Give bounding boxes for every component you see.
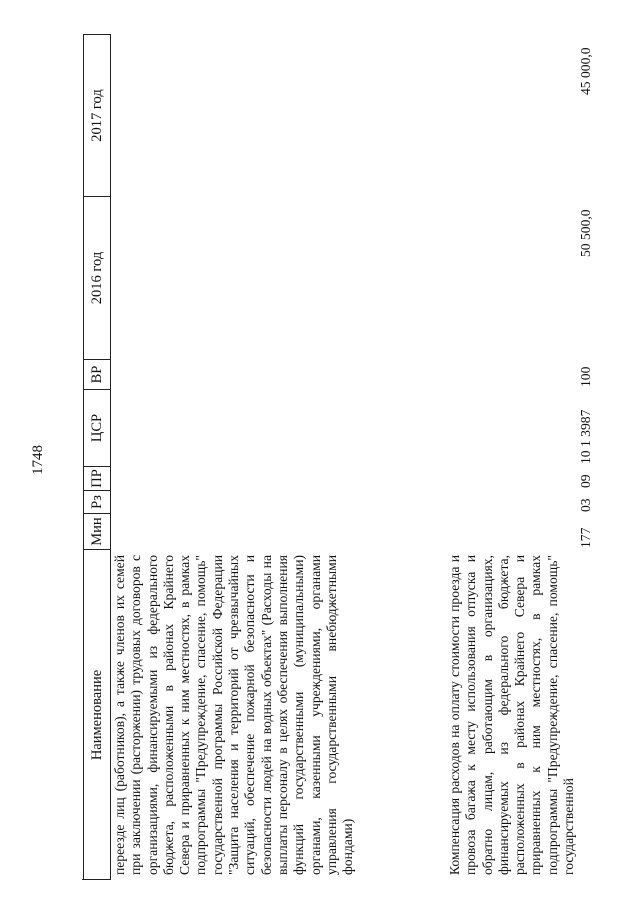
row2-csr: 10 1 3987 xyxy=(578,409,593,464)
header-2017: 2017 год xyxy=(88,89,105,142)
name-column-left-border xyxy=(110,34,111,880)
row1-name: переезде лиц (работников), а также членов их семей при заключении (расторжении) трудовых договоров с организациями, финансируемыми из федерального бюджета, расположенными в районах Крайнего Севера и приравненных к ним местностях, в рамках подпрограммы "Предупреждение, спасение, помощь" государственной программы Российской Федерации "Защита населения и территорий от чрезвычайных ситуаций, обеспечение пожарной безопасности и безопасности людей на водных объектах" (Расходы на выплаты персоналу в целях обеспечения выполнения функций государственными (муниципальными) органами, казенными учреждениями, органами управления государственными внебюджетными фондами) xyxy=(112,555,356,875)
header-rz: Рз xyxy=(88,495,105,509)
row2-2016: 50 500,0 xyxy=(578,209,593,257)
row2-pr: 09 xyxy=(578,474,593,488)
header-pr: ПР xyxy=(88,469,105,488)
row2-2017: 45 000,0 xyxy=(578,47,593,95)
page-number: 1748 xyxy=(30,445,46,475)
row2-name: Компенсация расходов на оплату стоимости проезда и провоза багажа к месту использования отпуска и обратно лицам, работающим в организациях, финансируемых из федерального бюджета, расположенных в районах Крайнего Севера и приравненных к ним местностях, в рамках подпрограммы "Предупреждение, спасение, помощь" государственной xyxy=(447,555,577,875)
header-min: Мин xyxy=(88,517,105,546)
header-2016: 2016 год xyxy=(88,251,105,305)
row2-vr: 100 xyxy=(578,366,593,387)
row2-min: 177 xyxy=(578,527,593,548)
header-vr: ВР xyxy=(88,365,105,384)
row2-rz: 03 xyxy=(578,498,593,512)
header-csr: ЦСР xyxy=(88,413,105,443)
header-name: Наименование xyxy=(88,669,105,761)
